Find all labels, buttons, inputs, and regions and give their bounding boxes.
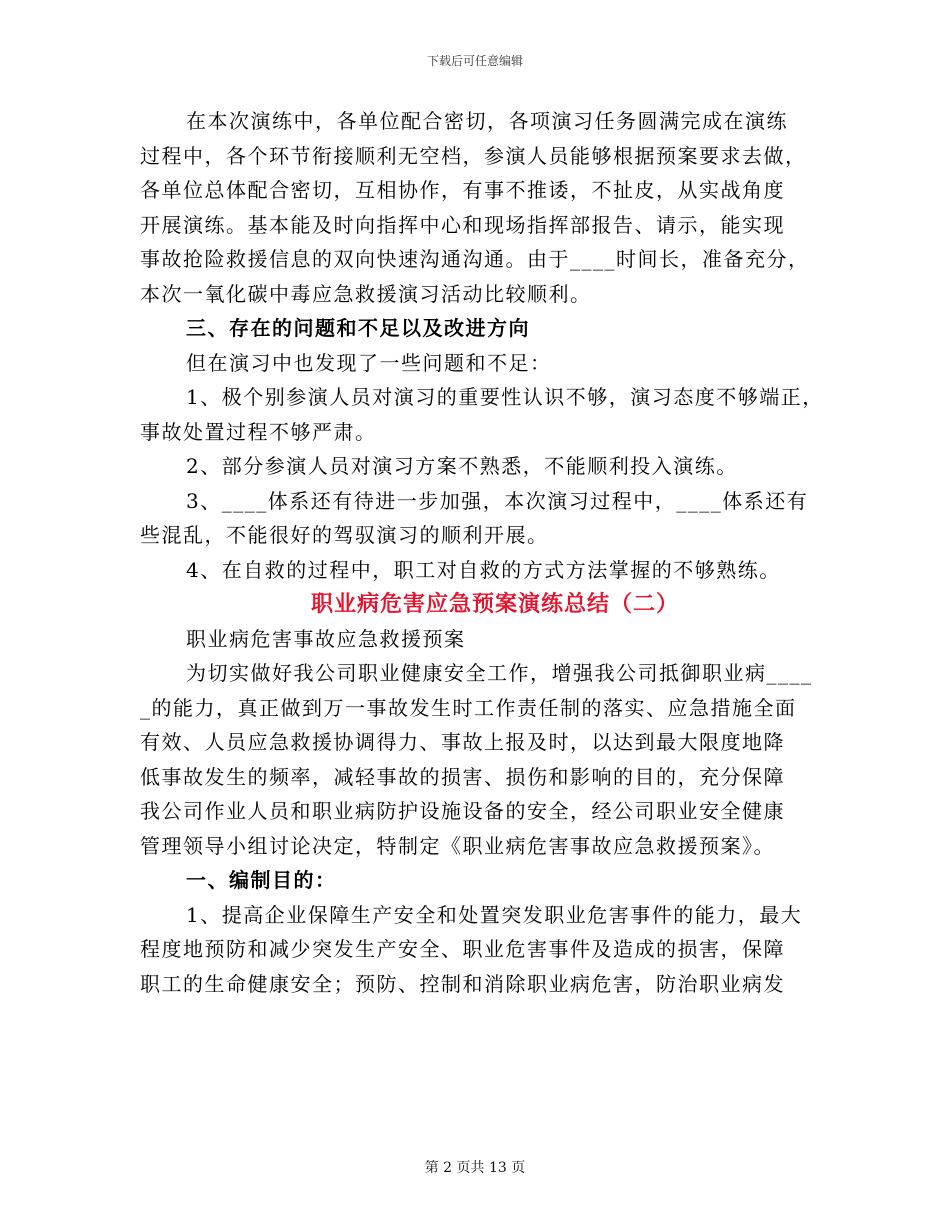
paragraph-line: 职业病危害事故应急救援预案 [186, 626, 466, 651]
paragraph-line: 职工的生命健康安全；预防、控制和消除职业病危害，防治职业病发 [140, 971, 785, 996]
paragraph-line: 些混乱，不能很好的驾驭演习的顺利开展。 [140, 523, 549, 547]
paragraph-line: 4、在自救的过程中，职工对自救的方式方法掌握的不够熟练。 [186, 557, 781, 582]
paragraph-line: 但在演习中也发现了一些问题和不足： [186, 350, 552, 375]
paragraph-line: 2、部分参演人员对演习方案不熟悉，不能顺利投入演练。 [186, 454, 738, 478]
paragraph-line: 事故抢险救援信息的双向快速沟通沟通。由于____时间长，准备充分， [140, 247, 810, 271]
document-title: 职业病危害应急预案演练总结（二） [310, 591, 679, 617]
paragraph-line: 程度地预防和减少突发生产安全、职业危害事件及造成的损害，保障 [140, 937, 785, 961]
paragraph-line: 3、____体系还有待进一步加强，本次演习过程中，____体系还有 [186, 488, 809, 513]
paragraph-line: 低事故发生的频率，减轻事故的损害、损伤和影响的目的，充分保障 [140, 764, 785, 789]
paragraph-line: 开展演练。基本能及时向指挥中心和现场指挥部报告、请示，能实现 [140, 212, 785, 237]
paragraph-line: 我公司作业人员和职业病防护设施设备的安全，经公司职业安全健康 [140, 799, 785, 823]
document-body [140, 104, 830, 1001]
page-header: 下载后可任意编辑 [426, 54, 523, 68]
paragraph-line: 本次一氧化碳中毒应急救援演习活动比较顺利。 [140, 281, 592, 306]
paragraph-line: 有效、人员应急救援协调得力、事故上报及时，以达到最大限度地降 [140, 730, 785, 754]
section-heading: 一、编制目的： [186, 868, 337, 892]
section-heading: 三、存在的问题和不足以及改进方向 [186, 316, 530, 340]
paragraph-line: 1、极个别参演人员对演习的重要性认识不够，演习态度不够端正， [186, 385, 824, 409]
paragraph-line: 管理领导小组讨论决定，特制定《职业病危害事故应急救援预案》。 [140, 833, 775, 858]
paragraph-line: 1、提高企业保障生产安全和处置突发职业危害事件的能力，最大 [186, 902, 803, 927]
paragraph-line: 各单位总体配合密切，互相协作，有事不推诿，不扯皮，从实战角度 [140, 178, 785, 202]
paragraph-line: 事故处置过程不够严肃。 [140, 419, 377, 444]
page-footer: 第 2 页共 13 页 [424, 1160, 526, 1176]
paragraph-line: 为切实做好我公司职业健康安全工作，增强我公司抵御职业病____ [186, 661, 813, 685]
paragraph-line: 在本次演练中，各单位配合密切，各项演习任务圆满完成在演练 [186, 109, 788, 133]
paragraph-line: _的能力，真正做到万一事故发生时工作责任制的落实、应急措施全面 [140, 695, 797, 720]
paragraph-line: 过程中，各个环节衔接顺利无空档，参演人员能够根据预案要求去做， [140, 143, 807, 168]
